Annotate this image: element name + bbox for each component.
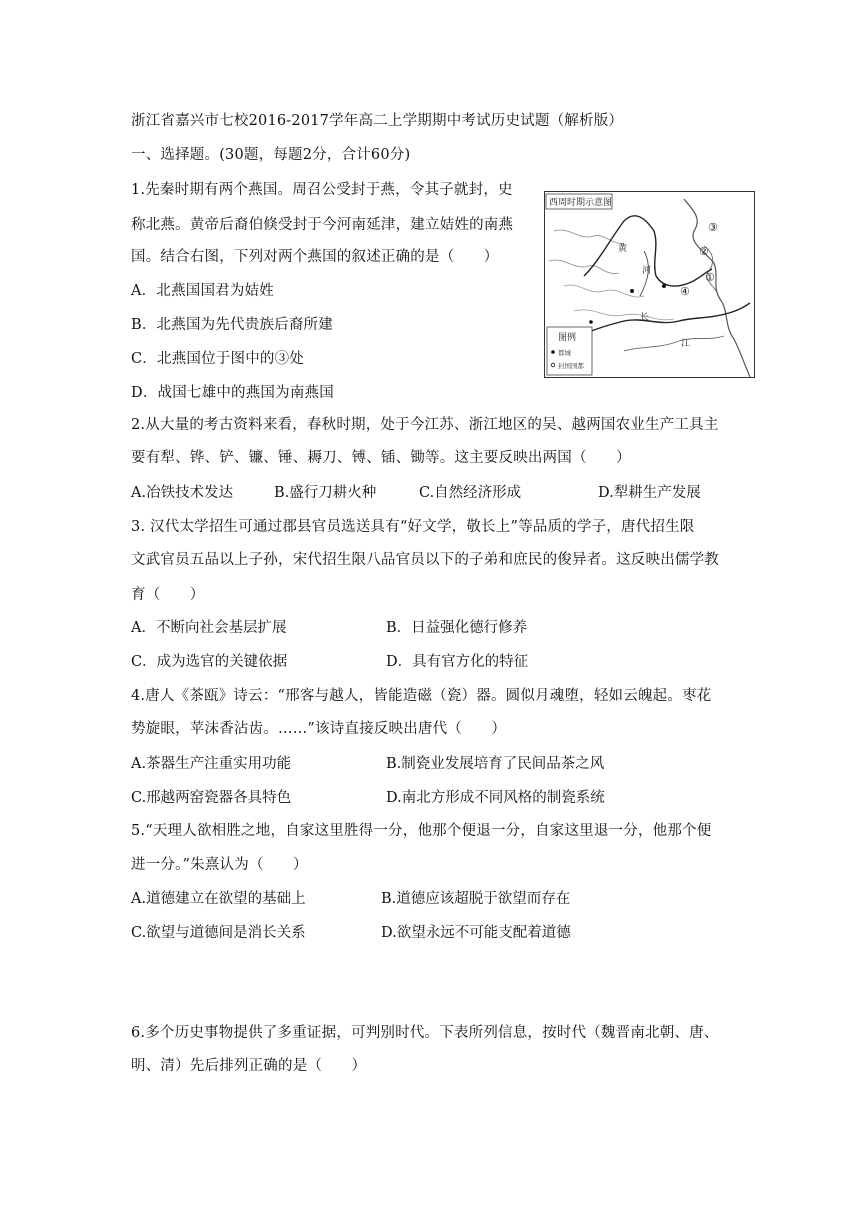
legend-title: 图例 [558,333,577,343]
map-label-3: ③ [708,221,718,234]
q4-option-a: A.茶器生产注重实用功能 [131,756,292,772]
western-zhou-map [544,191,755,378]
q3-stem-line: 文武官员五品以上子孙，宋代招生限八品官员以下的子弟和庶民的俊异者。这反映出儒学教 [131,552,719,568]
q2-option-c: C.自然经济形成 [419,485,522,501]
q2-option-a: A.冶铁技术发达 [131,485,234,501]
q2-option-b: B.盛行刀耕火种 [274,485,377,501]
q1-stem-line: 1.先秦时期有两个燕国。周召公受封于燕，令其子就封，史 [131,182,513,198]
map-title: 西周时期示意图 [549,198,613,208]
map-label-2: ② [699,245,709,258]
q2-stem-line: 要有犁、铧、铲、镰、锤、耨刀、镈、锸、锄等。这主要反映出两国（ ） [131,450,631,466]
q2-option-d: D.犁耕生产发展 [598,485,701,501]
q1-stem-line: 称北燕。黄帝后裔伯倏受封于今河南延津，建立姞姓的南燕 [131,217,514,233]
q1-option-c: C．北燕国位于图中的③处 [131,351,304,367]
q3-stem-line: 育（ ） [131,587,205,603]
q1-option-b: B．北燕国为先代贵族后裔所建 [131,317,333,333]
q6-stem-line: 明、清）先后排列正确的是（ ） [131,1058,367,1074]
q3-option-b: B．日益强化德行修养 [386,620,528,636]
q5-option-a: A.道德建立在欲望的基础上 [131,891,306,907]
map-label-chang: 长 [640,313,650,323]
fief-capital-dot [662,284,666,288]
q6-stem-line: 6.多个历史事物提供了多重证据，可判别时代。下表所列信息，按时代（魏晋南北朝、唐、 [131,1025,719,1041]
q5-stem-line: 进一分。”朱熹认为（ ） [131,857,308,873]
fief-capital-dot [589,320,593,324]
q4-stem-line: 势旋眼，苹沫香沾齿。……”该诗直接反映出唐代（ ） [131,721,507,737]
q5-option-c: C.欲望与道德间是消长关系 [131,925,306,941]
map-label-1: ① [705,271,715,284]
q4-option-b: B.制瓷业发展培育了民间品茶之风 [386,756,605,772]
q1-stem-line: 国。结合右图，下列对两个燕国的叙述正确的是（ ） [131,249,499,265]
map-label-huang: 黄 [618,244,628,254]
legend-capital-symbol [551,350,555,354]
q3-option-a: A．不断向社会基层扩展 [131,620,287,636]
q4-stem-line: 4.唐人《茶瓯》诗云：“邢客与越人，皆能造磁（瓷）器。圆似月魂堕，轻如云魄起。枣花 [131,688,712,704]
map-label-he: 河 [642,266,652,276]
q4-option-c: C.邢越两窑瓷器各具特色 [131,790,292,806]
q3-stem-line: 3. 汉代太学招生可通过郡县官员选送具有“好文学，敬长上”等品质的学子，唐代招生限 [131,519,695,535]
legend-item-fief: 封国国都 [558,362,584,370]
map-label-4: ④ [680,285,690,298]
capital-dot [630,289,634,293]
q2-stem-line: 2.从大量的考古资料来看，春秋时期，处于今江苏、浙江地区的吴、越两国农业生产工具主 [131,417,719,433]
q5-stem-line: 5.“天理人欲相胜之地，自家这里胜得一分，他那个便退一分，自家这里退一分，他那个便 [131,823,712,839]
q1-option-a: A．北燕国国君为姞姓 [131,283,274,299]
q4-option-d: D.南北方形成不同风格的制瓷系统 [386,790,605,806]
document-title: 浙江省嘉兴市七校2016-2017学年高二上学期期中考试历史试题（解析版） [131,113,624,129]
section-heading: 一、选择题。(30题，每题2分，合计60分) [131,147,411,163]
q3-option-d: D．具有官方化的特征 [386,654,529,670]
legend-item-capital: 都城 [558,349,571,357]
q3-option-c: C．成为选官的关键依据 [131,654,288,670]
map-label-jiang: 江 [681,339,691,349]
q1-option-d: D．战国七雄中的燕国为南燕国 [131,385,334,401]
q5-option-b: B.道德应该超脱于欲望而存在 [381,891,571,907]
q5-option-d: D.欲望永远不可能支配着道德 [381,925,571,941]
